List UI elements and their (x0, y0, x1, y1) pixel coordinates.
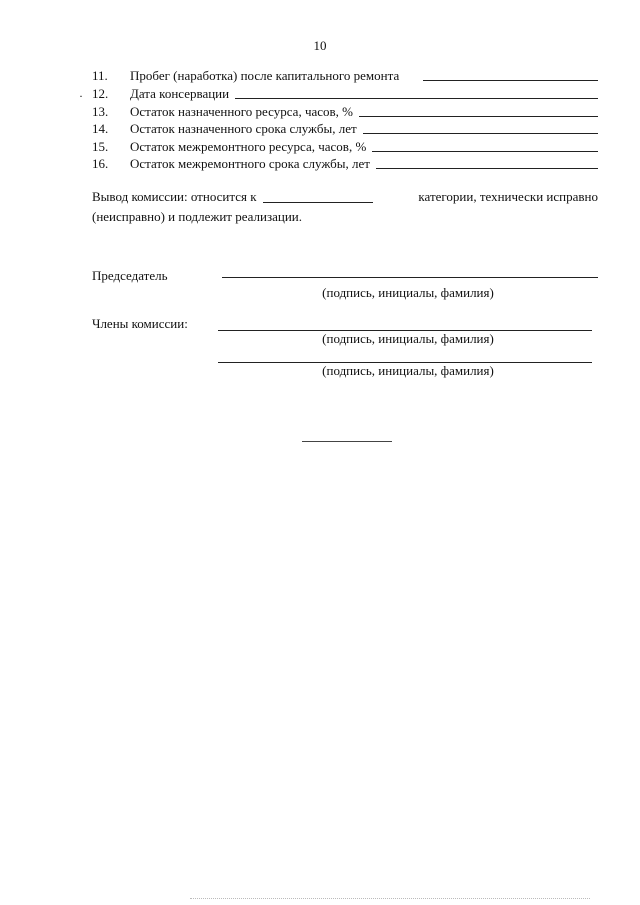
list-item-number: 12. (92, 86, 109, 101)
list-item (92, 155, 598, 172)
list-item-label: Остаток межремонтного срока службы, лет (130, 156, 370, 171)
list-item-number: 13. (92, 104, 109, 119)
commission-conclusion (92, 187, 598, 227)
conclusion-text-end: (неисправно) и подлежит реализации. (92, 209, 302, 224)
list-item (92, 138, 598, 155)
list-item (92, 103, 598, 120)
list-item-label: Остаток назначенного ресурса, часов, % (130, 104, 353, 119)
page-number: 10 (313, 38, 327, 53)
scan-edge-mark (190, 898, 590, 899)
stray-mark: · (79, 89, 83, 103)
list-item-label: Остаток назначенного срока службы, лет (130, 121, 357, 136)
fill-in-line[interactable] (372, 150, 598, 152)
fill-in-line[interactable] (359, 115, 598, 117)
list-item (92, 85, 598, 102)
list-item-number: 11. (92, 68, 108, 83)
list-item (92, 120, 598, 137)
chairman-label: Председатель (92, 268, 168, 283)
list-item-label: Дата консервации (130, 86, 230, 101)
members-label: Члены комиссии: (92, 316, 188, 331)
signature-caption: (подпись, инициалы, фамилия) (322, 285, 494, 300)
signature-caption: (подпись, инициалы, фамилия) (322, 363, 494, 378)
list-item (92, 67, 598, 84)
list-item-number: 16. (92, 156, 109, 171)
fill-in-line[interactable] (363, 132, 598, 134)
list-item-number: 15. (92, 139, 109, 154)
list-item-label: Остаток межремонтного ресурса, часов, % (130, 139, 367, 154)
list-item-number: 14. (92, 121, 109, 136)
conclusion-text-middle: категории, технически исправно (418, 189, 598, 204)
fill-in-line[interactable] (376, 167, 598, 169)
category-blank[interactable] (263, 201, 373, 203)
fill-in-line[interactable] (423, 79, 598, 81)
signature-caption: (подпись, инициалы, фамилия) (322, 331, 494, 346)
fill-in-line[interactable] (235, 97, 598, 99)
chairman-signature-line[interactable] (222, 277, 598, 278)
list-item-label: Пробег (наработка) после капитального ремонта (130, 68, 400, 83)
conclusion-text-start: Вывод комиссии: относится к (92, 189, 257, 204)
end-rule (302, 441, 392, 442)
